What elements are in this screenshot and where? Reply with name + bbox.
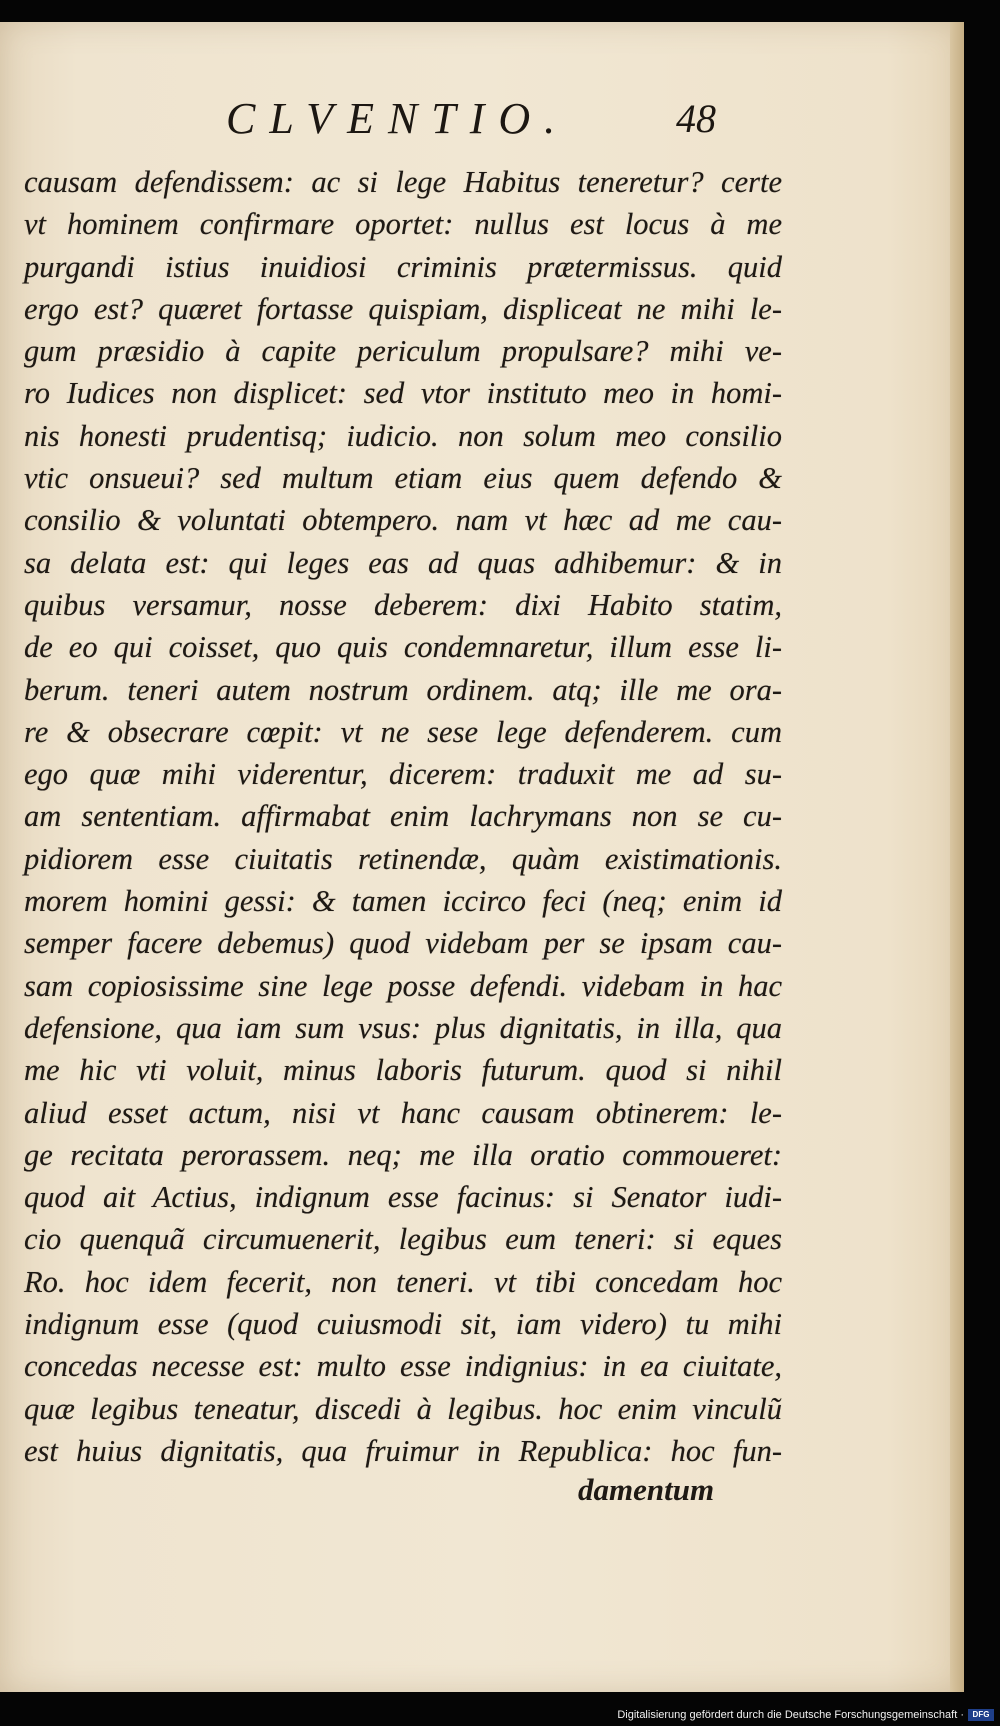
text-line: quibus versamur, nosse deberem: dixi Habito statim, [24,587,782,622]
page-number: 48 [676,96,716,141]
text-line: nis honesti prudentisq; iudicio. non solum meo consilio [24,418,782,453]
text-line: ego quæ mihi viderentur, dicerem: traduxit me ad su- [24,757,782,792]
text-line: sam copiosissime sine lege posse defendi. videbam in hac [24,968,782,1003]
text-line: quæ legibus teneatur, discedi à legibus. hoc enim vinculũ [24,1391,782,1426]
running-head [0,94,964,144]
digitization-credit: Digitalisierung gefördert durch die Deutsche Forschungsgemeinschaft · [617,1709,964,1721]
text-line: am sententiam. affirmabat enim lachrymans non se cu- [24,799,782,834]
text-line: me hic vti voluit, minus laboris futurum. quod si nihil [24,1053,782,1088]
text-line: est huius dignitatis, qua fruimur in Republica: hoc fun- [24,1433,782,1468]
text-line: concedas necesse est: multo esse indignius: in ea ciuitate, [24,1349,782,1384]
text-line: de eo qui coisset, quo quis condemnaretur, illum esse li- [24,630,782,665]
text-line: aliud esset actum, nisi vt hanc causam obtinerem: le- [24,1095,782,1130]
running-title: CLVENTIO. [226,94,570,143]
dfg-logo: DFG [968,1709,994,1721]
text-line: sa delata est: qui leges eas ad quas adhibemur: & in [24,545,782,580]
text-line: purgandi istius inuidiosi criminis prætermissus. quid [24,249,782,284]
text-line: indignum esse (quod cuiusmodi sit, iam videro) tu mihi [24,1307,782,1342]
text-line: ro Iudices non displicet: sed vtor instituto meo in homi- [24,376,782,411]
text-line: semper facere debemus) quod videbam per se ipsam cau- [24,926,782,961]
page-edge [950,22,964,1692]
body-text [24,161,782,1472]
text-line: gum præsidio à capite periculum propulsare? mihi ve- [24,334,782,369]
text-line: quod ait Actius, indignum esse facinus: si Senator iudi- [24,1180,782,1215]
text-line: morem homini gessi: & tamen iccirco feci (neq; enim id [24,884,782,919]
book-page [0,22,964,1692]
catchword: damentum [578,1472,715,1507]
text-line: vt hominem confirmare oportet: nullus est locus à me [24,207,782,242]
text-line: causam defendissem: ac si lege Habitus teneretur? certe [24,165,782,199]
text-line: berum. teneri autem nostrum ordinem. atq; ille me ora- [24,672,782,707]
text-line: vtic onsueui? sed multum etiam eius quem defendo & [24,461,782,496]
text-line: Ro. hoc idem fecerit, non teneri. vt tibi concedam hoc [24,1264,782,1299]
text-line: re & obsecrare cœpit: vt ne sese lege defenderem. cum [24,714,782,749]
text-line: cio quenquã circumuenerit, legibus eum teneri: si eques [24,1222,782,1257]
text-line: ergo est? quæret fortasse quispiam, displiceat ne mihi le- [24,291,782,326]
text-line: pidiorem esse ciuitatis retinendæ, quàm existimationis. [24,841,782,876]
text-line: consilio & voluntati obtempero. nam vt hæc ad me cau- [24,503,782,538]
text-line: defensione, qua iam sum vsus: plus dignitatis, in illa, qua [24,1010,782,1045]
text-line: ge recitata perorassem. neq; me illa oratio commoueret: [24,1137,782,1172]
